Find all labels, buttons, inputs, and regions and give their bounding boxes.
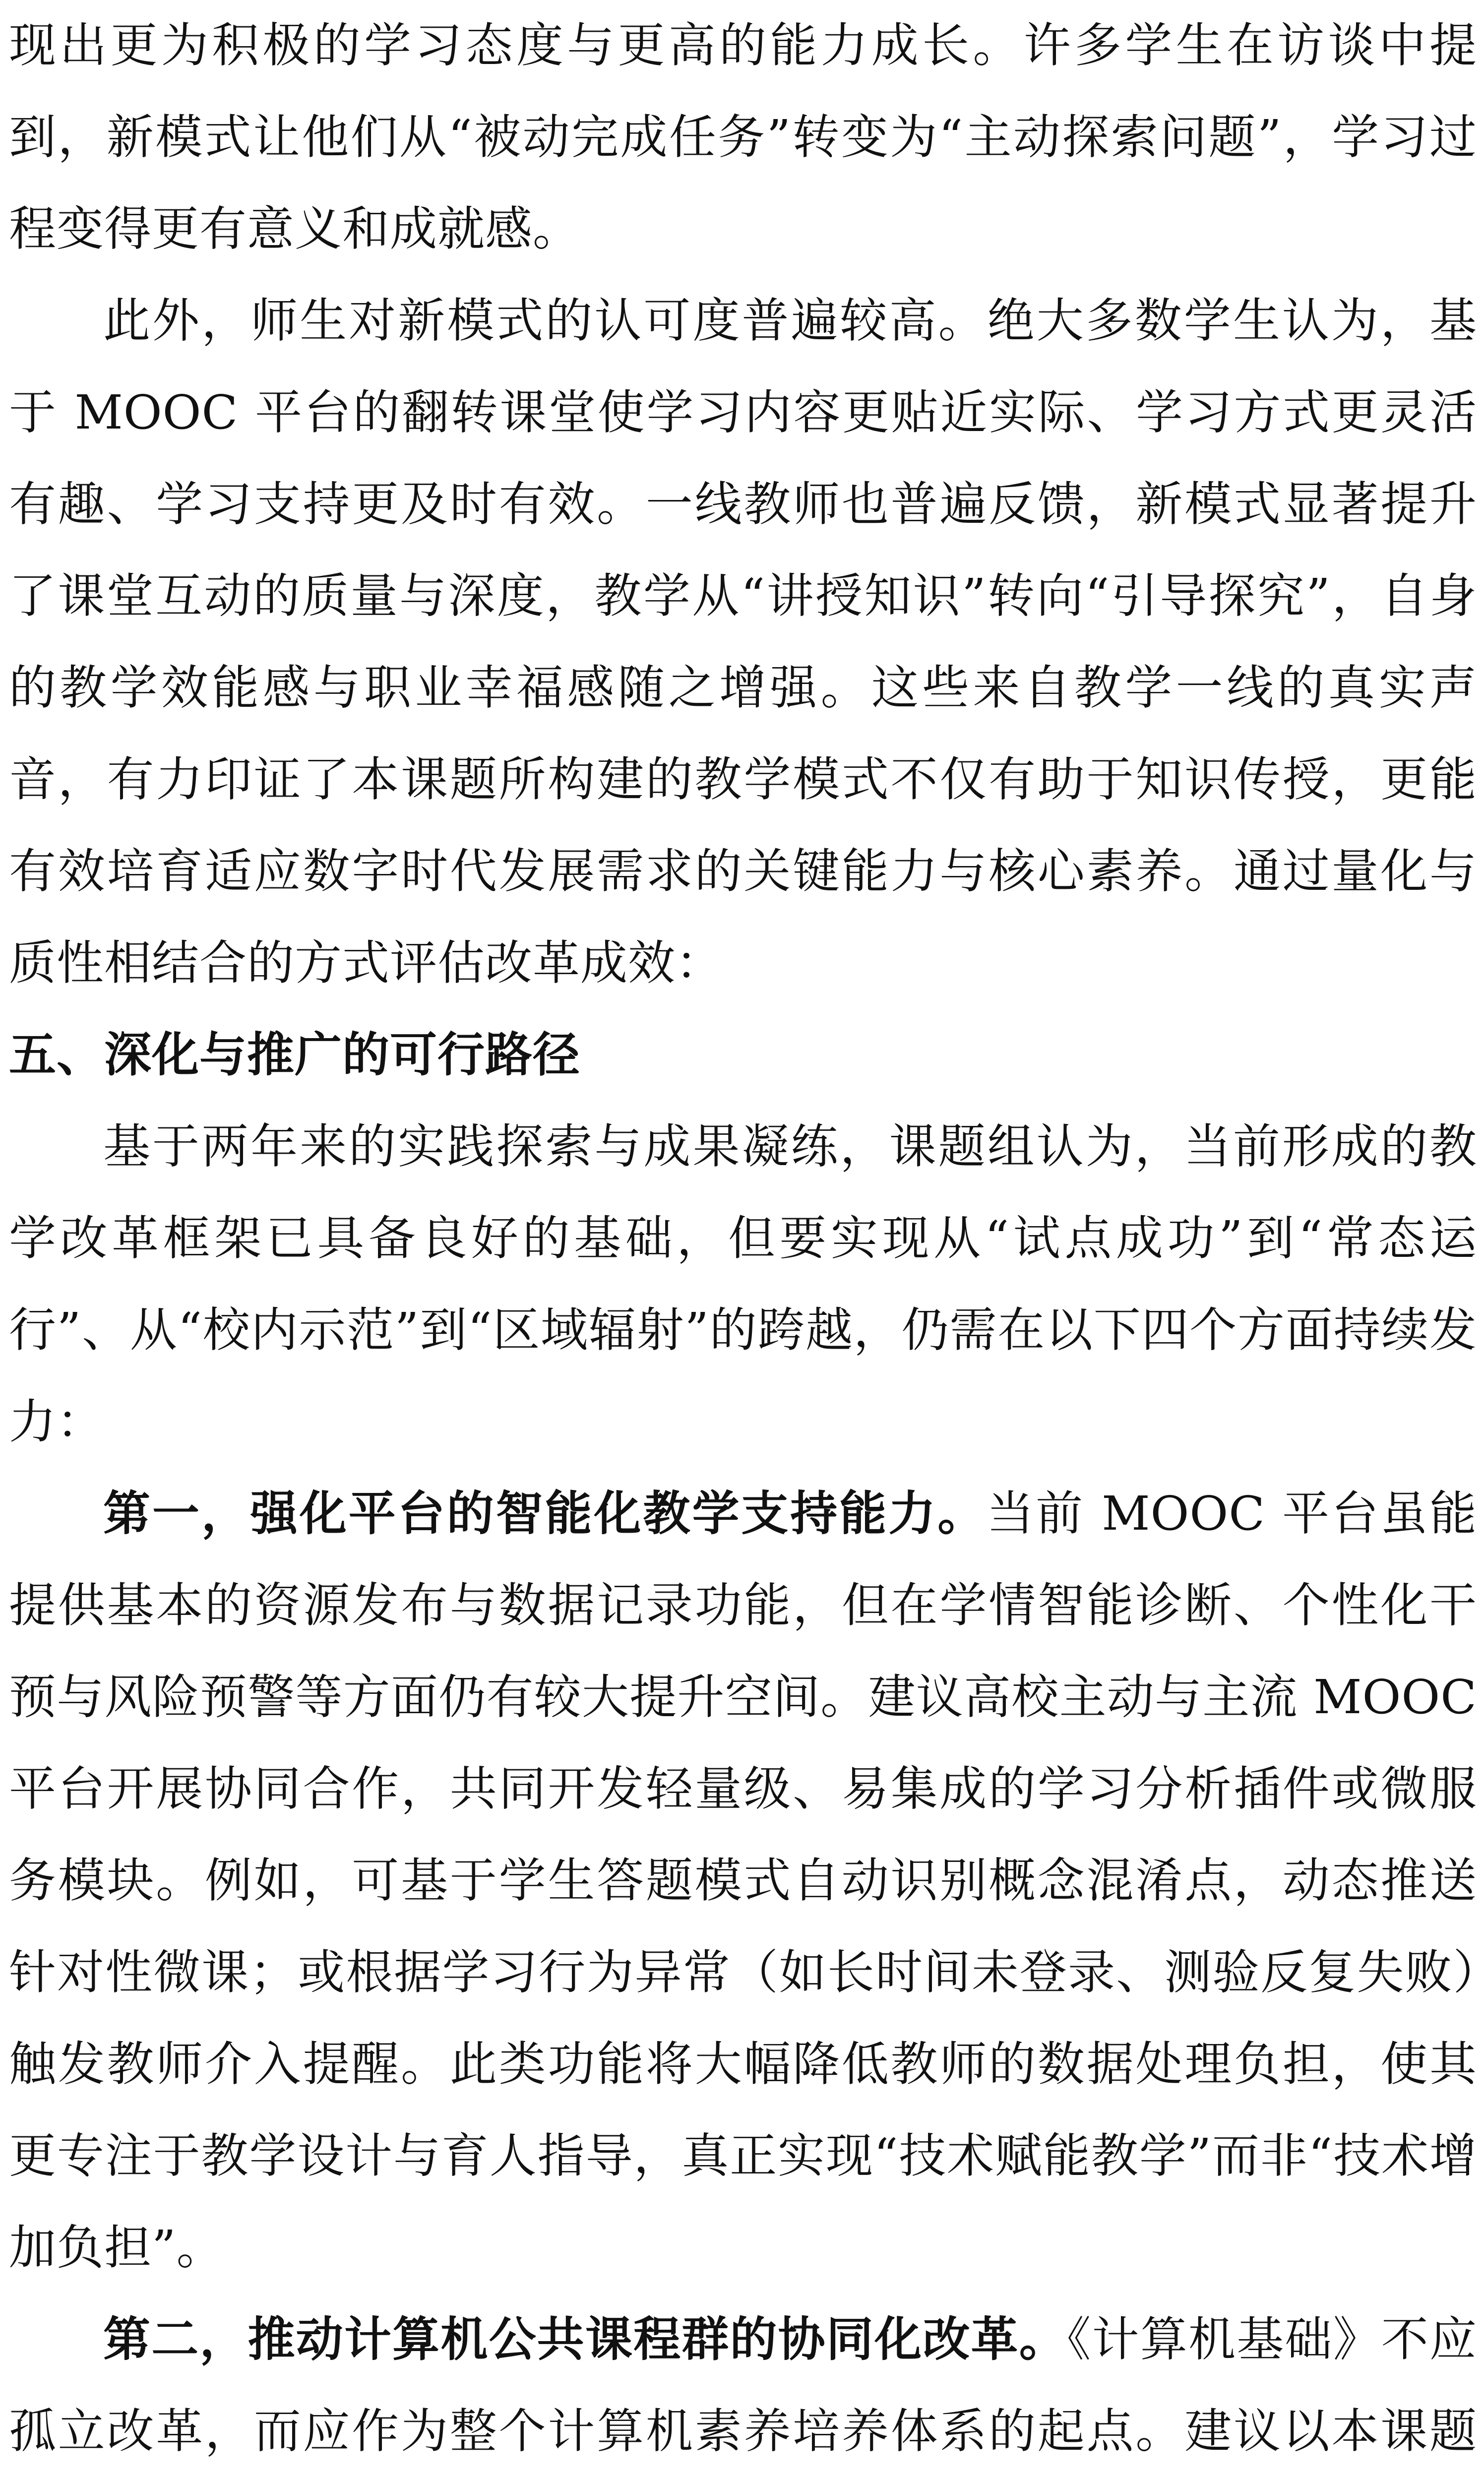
point-body-2: 《计算机基础》不应孤立改革，而应作为整个计算机素养培养体系的起点。建议以本课题 bbox=[9, 2312, 1477, 2459]
paragraph-recognition: 此外，师生对新模式的认可度普遍较高。绝大多数学生认为，基于 MOOC 平台的翻转课堂使学习内容更贴近实际、学习方式更灵活有趣、学习支持更及时有效。一线教师也普遍反馈，新模式显著提升了课堂互动的质量与深度，教学从“讲授知识”转向“引导探究”，自身的教学效能感与职业幸福感随之增强。这些来自教学一线的真实声音，有力印证了本课题所构建的教学模式不仅有助于知识传授，更能有效培育适应数字时代发展需求的关键能力与核心素养。通过量化与质性相结合的方式评估改革成效： bbox=[9, 294, 1477, 991]
point-lead-2: 第二，推动计算机公共课程群的协同化改革。 bbox=[103, 2312, 1067, 2367]
point-paragraph-2 bbox=[9, 2294, 1477, 2480]
section-heading: 五、深化与推广的可行路径 bbox=[9, 1028, 581, 1082]
document-page bbox=[9, 0, 1477, 2480]
point-body-1: 当前 MOOC 平台虽能提供基本的资源发布与数据记录功能，但在学情智能诊断、个性化干预与风险预警等方面仍有较大提升空间。建议高校主动与主流 MOOC 平台开展协同合作，共同开发轻量级、易集成的学习分析插件或微服务模块。例如，可基于学生答题模式自动识别概念混淆点，动态推送针对性微课；或根据学习行为异常（如长时间未登录、测验反复失败）触发教师介入提醒。此类功能将大幅降低教师的数据处理负担，使其更专注于教学设计与育人指导，真正实现“技术赋能教学”而非“技术增加负担”。 bbox=[9, 1487, 1477, 2275]
section-intro-paragraph: 基于两年来的实践探索与成果凝练，课题组认为，当前形成的教学改革框架已具备良好的基础，但要实现从“试点成功”到“常态运行”、从“校内示范”到“区域辐射”的跨越，仍需在以下四个方面持续发力： bbox=[9, 1119, 1477, 1449]
point-lead-1: 第一，强化平台的智能化教学支持能力。 bbox=[103, 1487, 987, 1541]
point-paragraph-1 bbox=[9, 1468, 1477, 2294]
paragraph-continuation: 现出更为积极的学习态度与更高的能力成长。许多学生在访谈中提到，新模式让他们从“被动完成任务”转变为“主动探索问题”，学习过程变得更有意义和成就感。 bbox=[9, 18, 1477, 256]
